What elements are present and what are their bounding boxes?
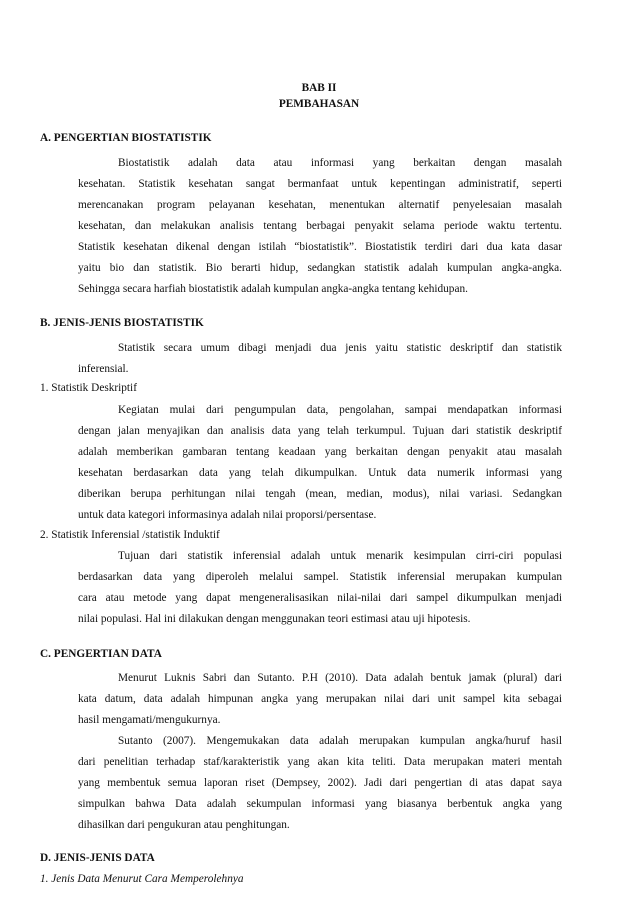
section-b-intro-line: inferensial. <box>78 363 129 375</box>
section-c-para2-line: simpulkan bahwa Data adalah sekumpulan informasi yang biasanya berbentuk angka yang <box>78 798 562 810</box>
section-c-para2-line: yang membentuk semua laporan riset (Dempsey, 2002). Jadi dari pengertian di atas dapat saya <box>78 777 562 789</box>
section-c-heading: C. PENGERTIAN DATA <box>40 648 162 660</box>
section-b-item2-line: Tujuan dari statistik inferensial adalah untuk menarik kesimpulan cirri-ciri populasi <box>118 550 562 562</box>
section-b-item2-line: cara atau metode yang dapat mengeneralisasikan nilai-nilai dari sampel dikumpulkan menjadi <box>78 592 562 604</box>
section-b-item1-line: untuk data kategori informasinya adalah nilai proporsi/persentase. <box>78 509 377 521</box>
section-a-heading: A. PENGERTIAN BIOSTATISTIK <box>40 132 212 144</box>
section-b-item1-line: Kegiatan mulai dari pengumpulan data, pengolahan, sampai mendapatkan informasi <box>118 404 562 416</box>
section-b-heading: B. JENIS-JENIS BIOSTATISTIK <box>40 317 204 329</box>
section-b-item1-line: adalah memberikan gambaran tentang keadaan yang berkaitan dengan penyakit atau masalah <box>78 446 562 458</box>
section-d-heading: D. JENIS-JENIS DATA <box>40 852 155 864</box>
section-a-line: Statistik kesehatan dikenal dengan istilah “biostatistik”. Biostatistik terdiri dari dua kata dasar <box>78 241 562 253</box>
section-a-line: yaitu bio dan statistik. Bio berarti hidup, sedangkan statistik adalah kumpulan angka-angka. <box>78 262 562 274</box>
section-c-para2-line: dari penelitian terhadap staf/karakteristik yang akan kita teliti. Data merupakan materi mentah <box>78 756 562 768</box>
section-c-para1-line: Menurut Luknis Sabri dan Sutanto. P.H (2010). Data adalah bentuk jamak (plural) dari <box>118 672 562 684</box>
section-b-intro-line: Statistik secara umum dibagi menjadi dua jenis yaitu statistic deskriptif dan statistik <box>118 342 562 354</box>
section-b-item2-label: 2. Statistik Inferensial /statistik Induktif <box>40 529 220 541</box>
section-c-para1-line: hasil mengamati/mengukurnya. <box>78 714 221 726</box>
chapter-number: BAB II <box>301 82 337 94</box>
section-b-item1-line: kesehatan berdasarkan data yang telah dikumpulkan. Untuk data numerik informasi yang <box>78 467 562 479</box>
section-b-item2-line: berdasarkan data yang diperoleh melalui sampel. Statistik inferensial merupakan kumpulan <box>78 571 562 583</box>
section-a-line: merencanakan program pelayanan kesehatan, menentukan alternatif penyelesaian masalah <box>78 199 562 211</box>
section-a-line: kesehatan, dan melakukan analisis tentang berbagai penyakit selama periode waktu tertentu. <box>78 220 562 232</box>
section-c-para2-line: dihasilkan dari pengukuran atau penghitungan. <box>78 819 290 831</box>
section-a-line: Sehingga secara harfiah biostatistik adalah kumpulan angka-angka tentang kehidupan. <box>78 283 468 295</box>
section-b-item1-line: dengan jalan menyajikan dan analisis data yang telah terkumpul. Tujuan dari statistik deskriptif <box>78 425 562 437</box>
section-a-line: kesehatan. Statistik kesehatan sangat bermanfaat untuk kepentingan administratif, seperti <box>78 178 562 190</box>
section-d-item1-label: 1. Jenis Data Menurut Cara Memperolehnya <box>40 873 244 885</box>
section-b-item1-line: diberikan berupa perhitungan nilai tengah (mean, median, modus), nilai variasi. Sedangkan <box>78 488 562 500</box>
section-b-item2-line: nilai populasi. Hal ini dilakukan dengan menggunakan teori estimasi atau uji hipotesis. <box>78 613 471 625</box>
section-c-para2-line: Sutanto (2007). Mengemukakan data adalah merupakan kumpulan angka/huruf hasil <box>118 735 562 747</box>
section-b-item1-label: 1. Statistik Deskriptif <box>40 382 137 394</box>
chapter-title: PEMBAHASAN <box>278 98 360 110</box>
section-a-line: Biostatistik adalah data atau informasi yang berkaitan dengan masalah <box>118 157 562 169</box>
section-c-para1-line: kata datum, data adalah himpunan angka yang merupakan nilai dari unit sampel kita sebagai <box>78 693 562 705</box>
